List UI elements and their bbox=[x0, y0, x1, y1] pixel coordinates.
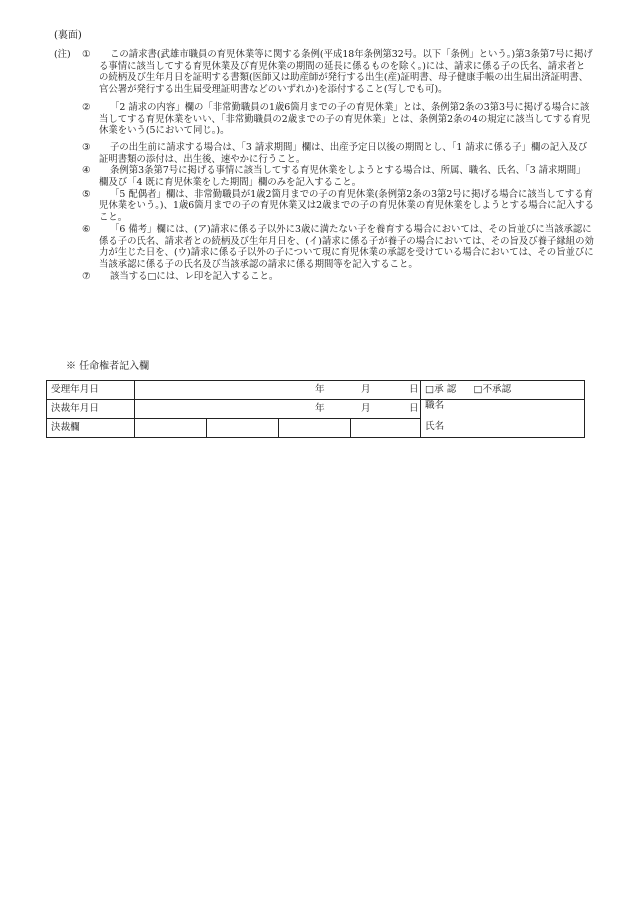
note-item-3 bbox=[54, 142, 594, 165]
note-text: 「2 請求の内容」欄の「非常勤職員の1歳6箇月までの子の育児休業」とは、条例第2条の3第3号に掲げる場合に該当してする育児休業をいい、「非常勤職員の2歳までの子の育児休業」とは、条例第2条の4の規定に該当してする育児休業をいう(5において同じ。)。 bbox=[99, 101, 591, 137]
year-label: 年 bbox=[315, 384, 325, 395]
received-date-row bbox=[47, 381, 585, 400]
note-item-2 bbox=[54, 102, 594, 137]
month-label: 月 bbox=[361, 384, 371, 395]
notes-section bbox=[54, 49, 594, 282]
job-title-label: 職名 bbox=[425, 400, 445, 411]
seal-box-3[interactable] bbox=[279, 419, 351, 438]
note-item-1 bbox=[54, 49, 594, 96]
note-text: 該当する□には、レ印を記入すること。 bbox=[110, 270, 279, 282]
day-label: 日 bbox=[409, 403, 419, 414]
note-text: 条例第3条第7号に掲げる事情に該当してする育児休業をしようとする場合は、所属、職名、氏名、「3 請求期間」欄及び「4 既に育児休業をした期間」欄のみを記入すること。 bbox=[99, 165, 586, 189]
reject-checkbox[interactable]: □不承認 bbox=[473, 384, 512, 395]
note-item-6 bbox=[54, 224, 594, 271]
note-item-7 bbox=[54, 271, 594, 283]
received-date-label: 受理年月日 bbox=[47, 381, 135, 400]
approval-options bbox=[421, 381, 585, 400]
seal-box-4[interactable] bbox=[351, 419, 421, 438]
note-number: ① bbox=[82, 49, 91, 60]
year-label: 年 bbox=[315, 403, 325, 414]
note-number: ④ bbox=[82, 165, 91, 177]
page-heading: (裏面) bbox=[54, 30, 82, 41]
seal-box-1[interactable] bbox=[135, 419, 207, 438]
note-number: ⑥ bbox=[82, 223, 91, 235]
notes-marker: (注) bbox=[54, 49, 71, 60]
received-date-field[interactable] bbox=[135, 381, 421, 400]
note-item-4 bbox=[54, 165, 594, 188]
decision-date-label: 決裁年月日 bbox=[47, 400, 135, 419]
decision-date-field[interactable] bbox=[135, 400, 421, 419]
appointer-section-title: ※ 任命権者記入欄 bbox=[66, 361, 150, 372]
approve-checkbox[interactable]: □承 認 bbox=[425, 384, 457, 395]
note-text: 子の出生前に請求する場合は、「3 請求期間」欄は、出産予定日以後の期間とし、「1 請求に係る子」欄の記入及び証明書類の添付は、出生後、速やかに行うこと。 bbox=[99, 141, 588, 165]
signatory-cell[interactable] bbox=[421, 400, 585, 438]
note-number: ⑦ bbox=[82, 270, 91, 282]
note-number: ③ bbox=[82, 141, 91, 153]
note-number: ⑤ bbox=[82, 188, 91, 200]
month-label: 月 bbox=[361, 403, 371, 414]
note-item-5 bbox=[54, 189, 594, 224]
note-text: この請求書(武雄市職員の育児休業等に関する条例(平成18年条例第32号。以下「条例」という。)第3条第7号に掲げる事情に該当してする育児休業及び育児休業の期間の延長に係るものを除く。)には、請求に係る子の氏名、請求者との続柄及び生年月日を証明する書類(医師又は助産師が発行する出生(産)証明書、母子健康手帳の出生届出済証明書、官公署が発行する出生届受理証明書などのいずれか)を添付すること(写しでも可)。 bbox=[99, 49, 593, 96]
day-label: 日 bbox=[409, 384, 419, 395]
note-text: 「6 備考」欄には、(ア)請求に係る子以外に3歳に満たない子を養育する場合においては、その旨並びに当該承認に係る子の氏名、請求者との続柄及び生年月日を、(イ)請求に係る子が養子の場合においては、その旨及び養子縁組の効力が生じた日を、(ウ)請求に係る子以外の子について現に育児休業の承認を受けている場合においては、その旨並びに当該承認に係る子の氏名及び当該承認の請求に係る期間等を記入すること。 bbox=[99, 223, 594, 270]
decision-date-row bbox=[47, 400, 585, 419]
note-number: ② bbox=[82, 101, 91, 113]
appointer-form-table bbox=[46, 380, 585, 438]
note-text: 「5 配偶者」欄は、非常勤職員が1歳2箇月までの子の育児休業(条例第2条の3第2号に掲げる場合に該当してする育児休業をいう。)、1歳6箇月までの子の育児休業又は2歳までの子の育児休業の育児休業をしようとする場合に記入すること。 bbox=[99, 188, 594, 224]
name-label: 氏名 bbox=[425, 421, 445, 432]
seal-box-2[interactable] bbox=[207, 419, 279, 438]
approval-box-label: 決裁欄 bbox=[47, 419, 135, 438]
